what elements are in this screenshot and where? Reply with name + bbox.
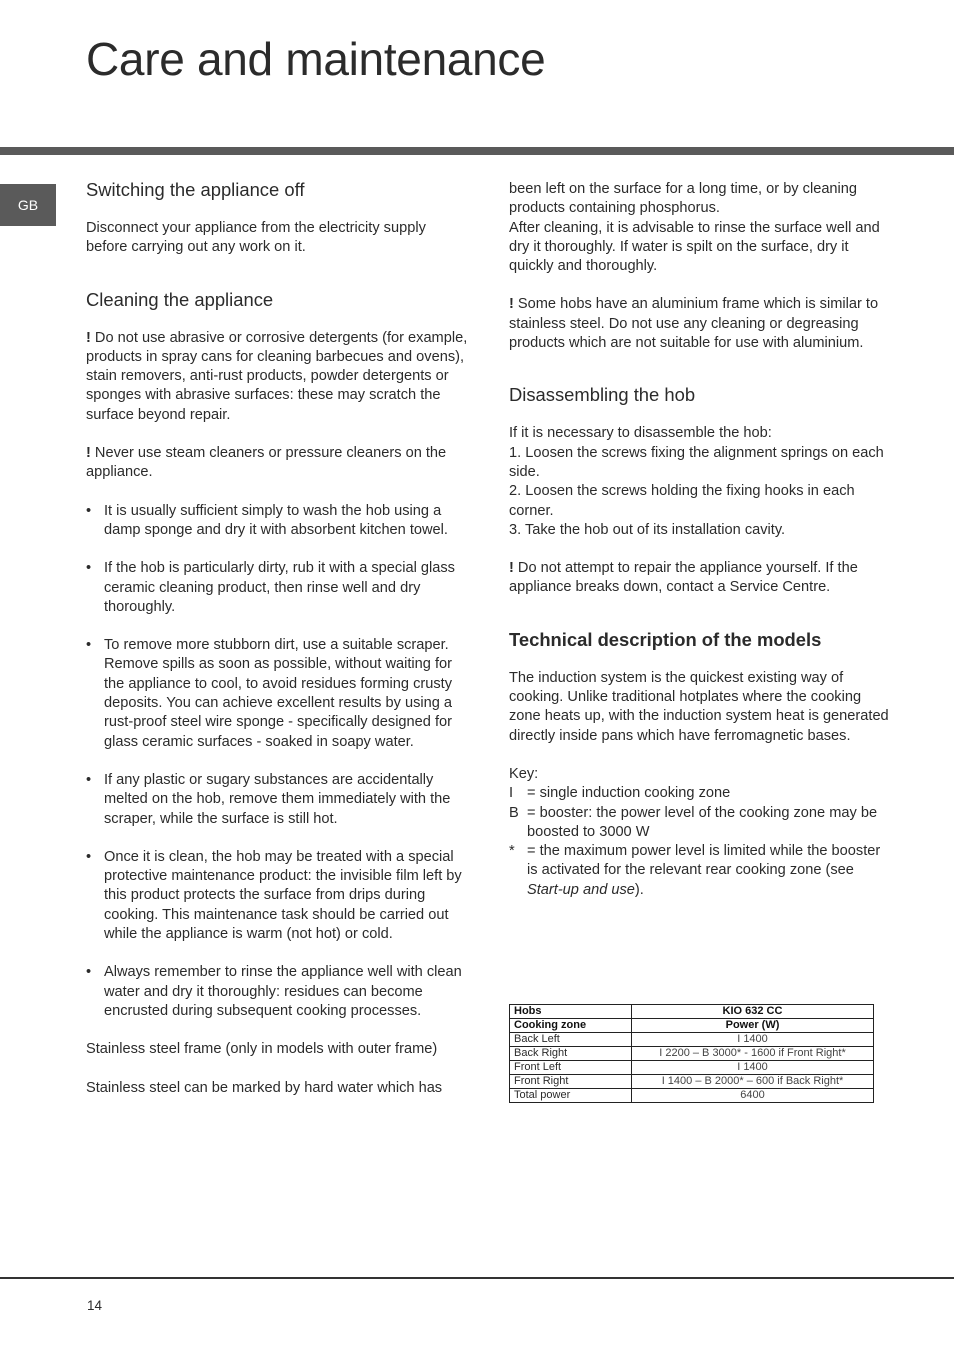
list-item: • Once it is clean, the hob may be treated with a special protective maintenance product: the invisible film left by this product protects the surface from drips during cooking. This maintenance task should be carried out while the appliance is warm (not hot) or cold. bbox=[86, 848, 462, 943]
table-cell: I 2200 – B 3000* - 1600 if Front Right* bbox=[632, 1047, 874, 1061]
key-item: B = booster: the power level of the cooking zone may be boosted to 3000 W bbox=[509, 804, 878, 840]
bullet-icon: • bbox=[86, 637, 92, 654]
models-table bbox=[509, 1004, 874, 1103]
disassembling-step-2: 2. Loosen the screws holding the fixing hooks in each corner. bbox=[509, 483, 855, 519]
bullet-icon: • bbox=[86, 964, 92, 981]
stainless-text: Stainless steel can be marked by hard water which has bbox=[86, 1079, 443, 1096]
table-header-cell: Power (W) bbox=[632, 1019, 874, 1033]
table-header-cell: Cooking zone bbox=[510, 1019, 632, 1033]
page-number: 14 bbox=[87, 1298, 103, 1313]
left-column bbox=[86, 178, 468, 1098]
disassembling-intro: If it is necessary to disassemble the hob: bbox=[509, 425, 772, 442]
table-cell: Back Left bbox=[510, 1033, 632, 1047]
header-rule bbox=[0, 147, 954, 155]
cleaning-warning-1 bbox=[86, 329, 468, 425]
right-column bbox=[509, 180, 889, 900]
warning-icon: ! bbox=[86, 329, 91, 346]
table-cell: Front Right bbox=[510, 1075, 632, 1089]
key-item: * = the maximum power level is limited while the booster is activated for the relevant rear cooking zone (see Start-up and use). bbox=[509, 843, 881, 898]
technical-heading: Technical description of the models bbox=[509, 628, 822, 650]
list-item: • If any plastic or sugary substances are accidentally melted on the hob, remove them immediately with the scraper, while the surface is still hot. bbox=[86, 771, 451, 827]
bullet-icon: • bbox=[86, 560, 92, 577]
aluminium-warning: ! Some hobs have an aluminium frame which is similar to stainless steel. Do not use any cleaning or degreasing products which are not suitable for use with aluminium. bbox=[509, 296, 879, 352]
disassembling-heading: Disassembling the hob bbox=[509, 384, 696, 406]
warning-1-text: Do not use abrasive or corrosive detergents (for example, products in spray cans for cleaning barbecues and ovens), stain removers, anti-rust products, powder detergents or sponges with abrasive surfaces: these may scratch the surface beyond repair. bbox=[86, 329, 468, 423]
cleaning-tips-list bbox=[86, 502, 468, 1022]
stainless-title: Stainless steel frame (only in models with outer frame) bbox=[86, 1041, 438, 1058]
repair-warning: ! Do not attempt to repair the appliance yourself. If the appliance breaks down, contact a Service Centre. bbox=[509, 560, 858, 596]
table-header-row bbox=[510, 1005, 874, 1019]
language-tab: GB bbox=[0, 184, 56, 226]
cleaning-warning-2 bbox=[86, 444, 468, 483]
table-row bbox=[510, 1089, 874, 1103]
table-cell: I 1400 bbox=[632, 1033, 874, 1047]
table-cell: I 1400 bbox=[632, 1061, 874, 1075]
warning-icon: ! bbox=[509, 296, 514, 313]
switching-heading: Switching the appliance off bbox=[86, 179, 305, 200]
table-header-cell: KIO 632 CC bbox=[632, 1005, 874, 1019]
table-header-row bbox=[510, 1019, 874, 1033]
switching-text: Disconnect your appliance from the electricity supply before carrying out any work on it. bbox=[86, 220, 426, 256]
table-cell: Front Left bbox=[510, 1061, 632, 1075]
table-cell: Total power bbox=[510, 1089, 632, 1103]
warning-icon: ! bbox=[86, 445, 91, 462]
table-cell: I 1400 – B 2000* – 600 if Back Right* bbox=[632, 1075, 874, 1089]
list-item: • It is usually sufficient simply to wash the hob using a damp sponge and dry it with absorbent kitchen towel. bbox=[86, 502, 448, 538]
table-row bbox=[510, 1033, 874, 1047]
warning-2-text: Never use steam cleaners or pressure cleaners on the appliance. bbox=[86, 445, 447, 481]
table-cell: Back Right bbox=[510, 1047, 632, 1061]
key-label: Key: bbox=[509, 765, 539, 782]
table-header-cell: Hobs bbox=[510, 1005, 632, 1019]
table-row bbox=[510, 1061, 874, 1075]
key-item: I = single induction cooking zone bbox=[509, 785, 731, 802]
technical-intro: The induction system is the quickest existing way of cooking. Unlike traditional hotplates where the cooking zone heats up, with the induction system heat is generated directly inside pans which have ferromagnetic bases. bbox=[509, 669, 889, 744]
bullet-icon: • bbox=[86, 771, 92, 788]
table-row bbox=[510, 1075, 874, 1089]
cleaning-heading: Cleaning the appliance bbox=[86, 288, 274, 310]
stainless-continued: been left on the surface for a long time, or by cleaning products containing phosphorus. bbox=[509, 181, 858, 217]
disassembling-step-1: 1. Loosen the screws fixing the alignment springs on each side. bbox=[509, 444, 884, 480]
disassembling-step-3: 3. Take the hob out of its installation cavity. bbox=[509, 521, 786, 538]
list-item: • Always remember to rinse the appliance well with clean water and dry it thoroughly: residues can become encrusted during subsequent cooking processes. bbox=[86, 964, 462, 1019]
after-cleaning-text: After cleaning, it is advisable to rinse the surface well and dry it thoroughly. If water is spilt on the surface, dry it quickly and thoroughly. bbox=[509, 219, 880, 275]
bullet-icon: • bbox=[86, 848, 92, 865]
page-title: Care and maintenance bbox=[86, 33, 546, 85]
list-item: • To remove more stubborn dirt, use a suitable scraper. Remove spills as soon as possible, without waiting for the appliance to cool, to avoid residues forming crusty deposits. You can achieve excellent results by using a rust-proof steel wire sponge - specifically designed for glass ceramic surfaces - soaked in soapy water. bbox=[86, 637, 453, 750]
list-item: • If the hob is particularly dirty, rub it with a special glass ceramic cleaning product, then rinse well and dry thoroughly. bbox=[86, 560, 455, 615]
footer-rule bbox=[0, 1277, 954, 1279]
warning-icon: ! bbox=[509, 560, 514, 577]
bullet-icon: • bbox=[86, 502, 92, 519]
table-row bbox=[510, 1047, 874, 1061]
table-cell: 6400 bbox=[632, 1089, 874, 1103]
